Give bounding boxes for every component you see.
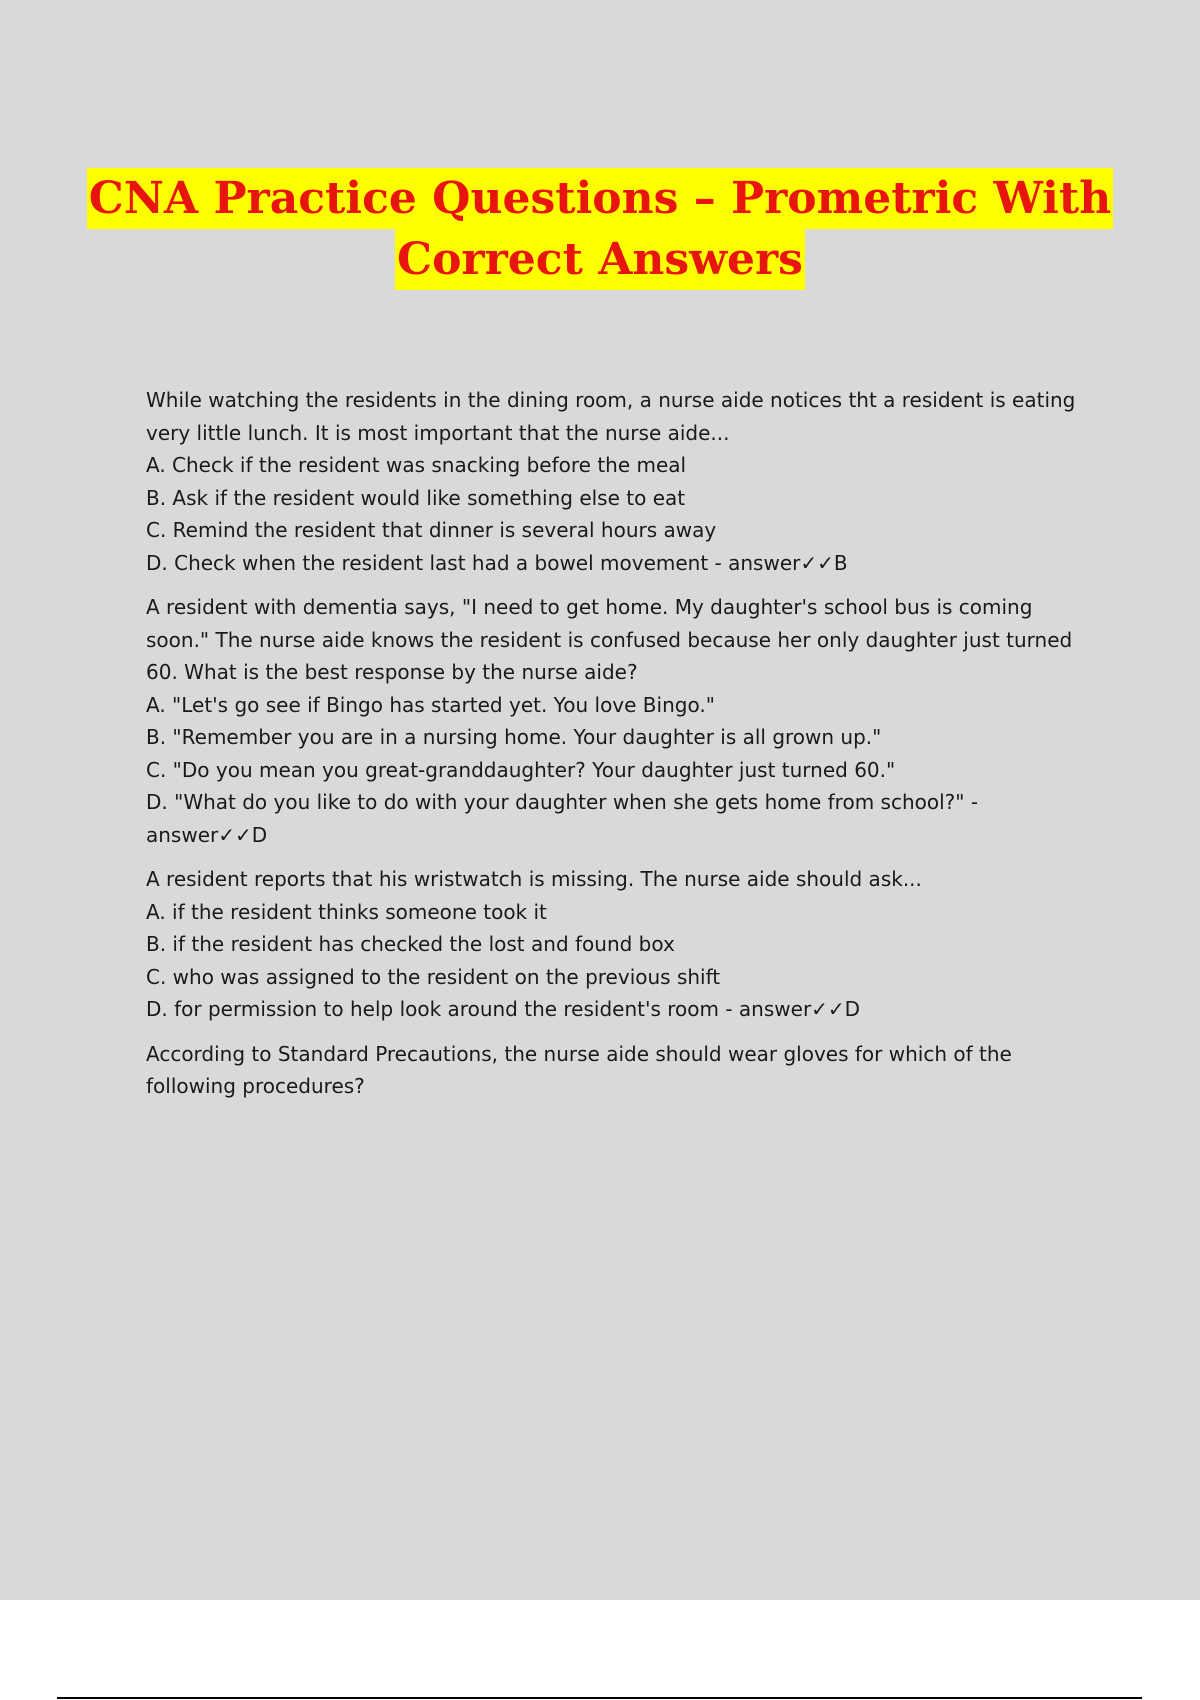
question-1-option-b: B. Ask if the resident would like something else to eat (146, 485, 686, 510)
question-3-option-d: D. for permission to help look around the resident's room - answer✓✓D (146, 997, 861, 1021)
footer-divider (57, 1697, 1142, 1699)
question-2-option-a: A. "Let's go see if Bingo has started yet. You love Bingo." (146, 692, 715, 717)
title-line-1: CNA Practice Questions – Prometric With (87, 168, 1113, 229)
question-2-option-b: B. "Remember you are in a nursing home. Your daughter is all grown up." (146, 725, 882, 749)
question-1-option-c: C. Remind the resident that dinner is several hours away (146, 518, 717, 542)
question-3-text: A resident reports that his wristwatch is missing. The nurse aide should ask... (146, 867, 922, 891)
question-3-option-b: B. if the resident has checked the lost and found box (146, 932, 675, 956)
document-title (0, 168, 1200, 290)
question-1-option-d: D. Check when the resident last had a bowel movement - answer✓✓B (146, 550, 848, 575)
question-2-option-c: C. "Do you mean you great-granddaughter? Your daughter just turned 60." (146, 757, 896, 782)
question-3-option-a: A. if the resident thinks someone took it (146, 899, 547, 924)
question-2-text: A resident with dementia says, "I need to get home. My daughter's school bus is coming soon." The nurse aide knows the resident is confused because her only daughter just turned 60. What is the best response by the nurse aide? (146, 595, 1073, 684)
question-list (146, 384, 1086, 1103)
question-3-option-c: C. who was assigned to the resident on the previous shift (146, 964, 721, 989)
question-4-text: According to Standard Precautions, the nurse aide should wear gloves for which of the following procedures? (146, 1041, 1012, 1098)
question-1-option-a: A. Check if the resident was snacking before the meal (146, 453, 687, 477)
question-1-text: While watching the residents in the dining room, a nurse aide notices tht a resident is eating very little lunch. It is most important that the nurse aide... (146, 388, 1076, 445)
title-line-2: Correct Answers (395, 229, 805, 290)
question-2-option-d: D. "What do you like to do with your daughter when she gets home from school?" - answer✓✓D (146, 790, 979, 847)
